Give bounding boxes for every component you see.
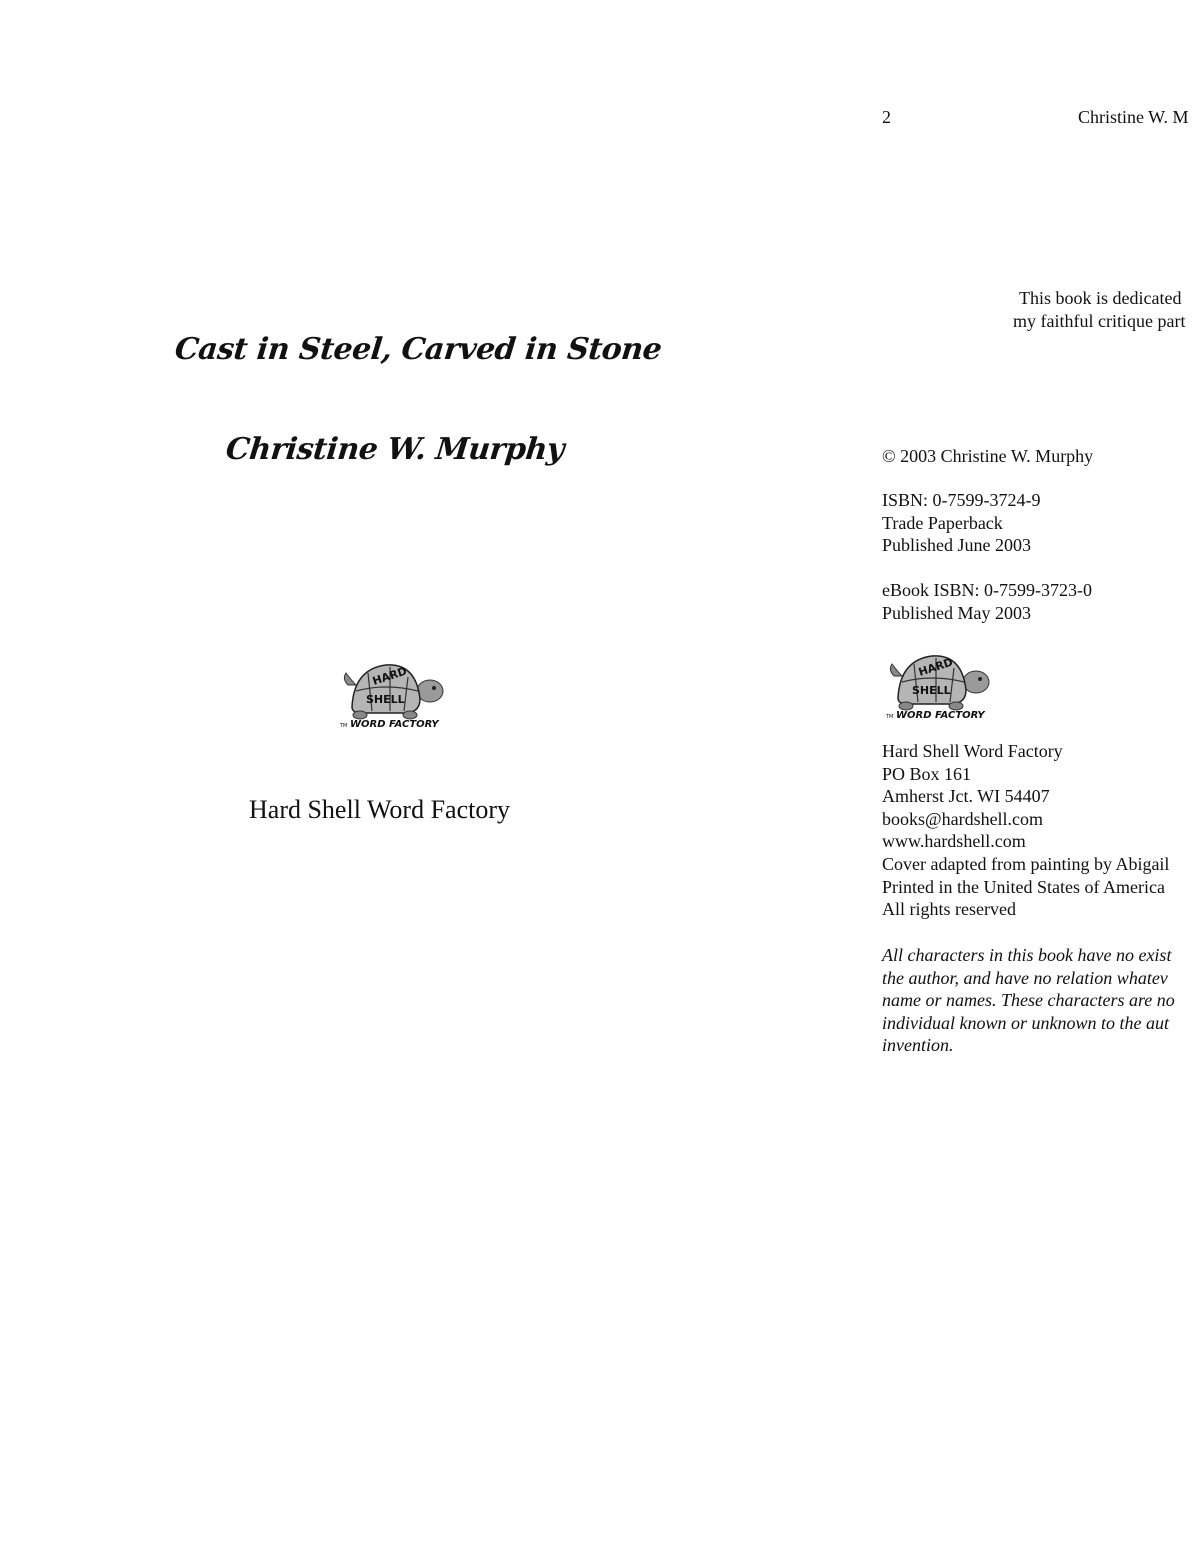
page-number: 2 (882, 107, 891, 127)
ebook-isbn-line: eBook ISBN: 0-7599-3723-0 (882, 580, 1092, 600)
ebook-isbn-block (882, 579, 1092, 624)
email-link[interactable]: books@hardshell.com (882, 808, 1044, 829)
logo-text-shell: SHELL (912, 684, 951, 697)
fiction-disclaimer (882, 944, 1175, 1057)
logo-text-shell: SHELL (366, 693, 405, 706)
copyright-notice: © 2003 Christine W. Murphy (882, 446, 1094, 466)
isbn-line: ISBN: 0-7599-3724-9 (882, 490, 1041, 510)
format-line: Trade Paperback (882, 512, 1003, 533)
disclaimer-line: the author, and have no relation whatev (882, 967, 1168, 988)
hard-shell-turtle-logo-icon (338, 655, 446, 731)
disclaimer-line: invention. (882, 1035, 954, 1056)
logo-text-tm: TM (340, 723, 348, 729)
logo-text-word-factory: WORD FACTORY (350, 719, 439, 730)
disclaimer-line: individual known or unknown to the aut (882, 1012, 1169, 1033)
logo-text-hard: HARD (370, 664, 409, 688)
logo-text-hard: HARD (916, 655, 955, 679)
website-link[interactable]: www.hardshell.com (882, 831, 1026, 852)
book-author: Christine W. Murphy (224, 432, 566, 467)
publisher-address-block (882, 740, 1169, 921)
publisher-logo-small (884, 646, 992, 722)
address-line: PO Box 161 (882, 763, 972, 784)
address-line: Amherst Jct. WI 54407 (882, 786, 1050, 807)
address-line: Hard Shell Word Factory (882, 741, 1063, 761)
printed-in-line: Printed in the United States of America (882, 876, 1165, 897)
dedication-line: This book is dedicated (1019, 288, 1182, 308)
publisher-name: Hard Shell Word Factory (249, 795, 510, 824)
logo-text-tm: TM (886, 714, 894, 720)
hard-shell-turtle-logo-icon (884, 646, 992, 722)
rights-line: All rights reserved (882, 899, 1016, 920)
running-head: Christine W. M (1078, 107, 1189, 127)
publish-date-line: Published June 2003 (882, 535, 1032, 556)
book-title: Cast in Steel, Carved in Stone (173, 332, 664, 367)
publisher-logo (338, 655, 446, 731)
cover-credit-line: Cover adapted from painting by Abigail (882, 853, 1170, 874)
logo-text-word-factory: WORD FACTORY (896, 710, 985, 721)
print-isbn-block (882, 489, 1041, 557)
ebook-publish-date-line: Published May 2003 (882, 602, 1032, 623)
disclaimer-line: name or names. These characters are no (882, 990, 1175, 1011)
dedication-line: my faithful critique part (1013, 311, 1186, 331)
disclaimer-line: All characters in this book have no exist (882, 945, 1172, 965)
